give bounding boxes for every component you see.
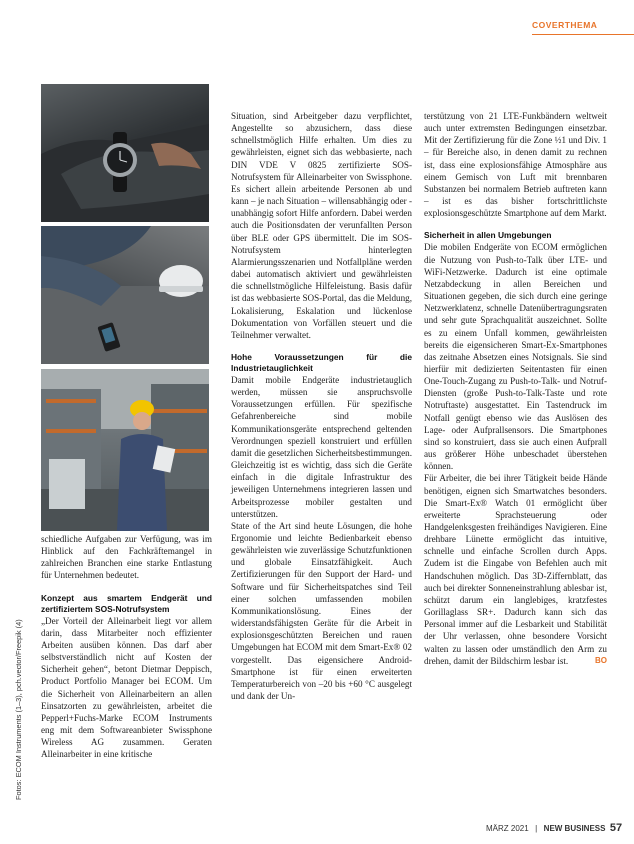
body-paragraph: schiedliche Aufgaben zur Verfügung, was im Hinblick auf den Fachkräftemangel in zahlreichen Branchen eine starke Entlastung für Unternehmen bedeutet. [41,534,212,581]
warehouse-worker-illustration [41,369,209,531]
page-footer [486,818,622,836]
smartwatch-photo [41,84,209,222]
page-number: 57 [609,822,623,834]
body-paragraph: „Der Vorteil der Alleinarbeit liegt vor allem darin, dass Mitarbeiter noch effizienter Arbeiten ausüben können. Das darf aber selbstverständlich nicht auf Kosten der Sicherheit gehen“, betont Dietmar Deppisch, Product Portfolio Manager bei ECOM. Um die Sicherheit von Alleinarbeitern an allen Einsatzorten zu gewährleisten, arbeitet die Pepperl+Fuchs-Marke ECOM Instruments eng mit dem Softwareanbieter Swissphone Wireless AG zusammen. Geraten Alleinarbeiter in eine kritische [41,615,212,760]
smartwatch-illustration [41,84,209,222]
fallen-worker-photo [41,226,209,364]
magazine-name: NEW BUSINESS [543,824,606,833]
footer-separator: | [535,824,538,833]
body-paragraph: terstützung von 21 LTE-Funkbändern weltweit auch unter extremsten Bedingungen einsetzbar. Mit der Zertifizierung für die Zone ½1 und Div. 1 – für Bereiche also, in denen damit zu rechnen ist, dass eine explosionsfähige Atmosphäre aus einem Gemisch von Luft mit brennbaren Substanzen bei normalem Betrieb auftreten kann – ist es das bisher fortschrittlichste explosionsgeschützte Smartphone auf dem Markt. [424,111,607,219]
section-rubric: COVERTHEMA [532,20,598,30]
body-paragraph: State of the Art sind heute Lösungen, die hohe Ergonomie und leichte Bedienbarkeit ebenso gewährleisten wie zuverlässige Schutzfunktionen und globale Einsatzfähigkeit. Auch Zertifizierungen für den Support der Hard- und Software und für Sicherheitspatches sind Teil einer solchen umfassenden mobilen Kommunikationslösung. Eines der widerstandsfähigsten Geräte für die Arbeit in explosionsgeschützten Bereichen und rauen Umgebungen hat ECOM mit dem Smart-Ex® 02 vorgestellt. Das eigensichere Android-Smartphone ist für einen erweiterten Temperaturbereich von –20 bis +60 °C ausgelegt und dank der Un- [231,520,412,702]
fallen-worker-illustration [41,226,209,364]
body-paragraph [424,472,607,667]
body-paragraph: Situation, sind Arbeitgeber dazu verpflichtet, Angestellte so abzusichern, dass diese schnellstmöglich Hilfe erhalten. Um dies zu gewährleisten, eignet sich das webbasierte, nach DIN VDE V 0825 zertifizierte SOS-Notrufsystem für Alleinarbeiter von Swissphone. Es sichert allein arbeitende Personen ab und kann – je nach Situation – willensabhängig oder -unabhängig sofort Hilfe anfordern. Dabei werden auch die Positionsdaten der verunfallten Person über BLE oder GPS übermittelt. Die im SOS-Notrufsystem hinterlegten Alarmierungsszenarien und Notfallpläne werden dabei automatisch aktiviert und gewährleisten die schnellstmögliche Hilfeleistung. Basis dafür ist das webbasierte SOS-Portal, das die Meldung, Lokalisierung, Eskalation und lückenlose Dokumentation von Vorfällen steuert und die Teilnehmer verwaltet. [231,111,412,340]
body-text: Für Arbeiter, die bei ihrer Tätigkeit beide Hände benötigen, eignen sich Smartwatches besonders. Die Smart-Ex® Watch 01 ermöglicht über erweiterte Sprachsteuerung oder Handgelenksgesten freihändiges Navigieren. Eine drehbare Lünette ermöglicht das intuitive, schnelle und einfache Scrollen durch Apps. Zudem ist die Eingabe von Befehlen auch mit Handschuhen möglich. Das 3D-Ziffernblatt, das auch bei direkter Sonneneinstrahlung ablesbar ist, schützt darum ein langlebiges, kratzfestes Gorillaglass SR+. Dadurch kann sich das Personal immer auf die Lesbarkeit und Stabilität der Uhr verlassen, ohne besondere Vorsicht walten zu lassen oder umständlich den Arm zu drehen, damit der Bildschirm lesbar ist. [424,473,607,666]
subheading: Sicherheit in allen Umgebungen [424,230,552,241]
body-paragraph: Die mobilen Endgeräte von ECOM ermöglichen die Nutzung von Push-to-Talk über LTE- und WiFi-Netzwerke. Dadurch ist eine optimale Netzabdeckung in allen Bereichen und Situationen gegeben, die sich durch eine geringe Netzwerklatenz, schnelle Datenübertragungsraten und sehr gute Sprachqualität auszeichnet. Sollte es zu einem Unfall kommen, gewährleisten bereits die eigensicheren Smart-Ex-Smartphones das zeitnahe Absetzen eines Notsignals. Sie sind hierfür mit dedizierten Seitentasten für einen One-Touch-Zugang zu Push-to-Talk- und Notruf-Diensten (große Push-to-Talk-Taste und rote Notruftaste) ausgestattet. Ein Tastendruck im Notfall genügt ebenso wie das Auslösen des Lage- oder Aufprallsensors. Die Smartphones sind so konstruiert, dass sie auch einen Aufprall aus größerer Höhe unbeschadet überstehen können. [424,242,607,472]
subheading: Konzept aus smartem Endgerät und zertifiziertem SOS-Notrufsystem [41,592,212,614]
body-paragraph: Damit mobile Endgeräte industrietauglich werden, müssen sie anspruchsvolle Voraussetzungen erfüllen. Für spezifische Gefahrenbereiche sind mobile Kommunikationsgeräte entsprechend geltenden Verordnungen speziell konstruiert und erfüllen damit die gesetzlichen Sicherheitsbestimmungen. Gleichzeitig ist es wichtig, dass sich die Geräte einfach in die digitale Infrastruktur des jeweiligen Unternehmens integrieren lassen und Arbeitsprozesse mobiler gestalten und unterstützen. [231,374,412,519]
article-column-1 [41,533,212,761]
photo-credit: Fotos: ECOM Instruments (1–3), pch.vector/Freepik (4) [14,619,23,800]
issue-date: MÄRZ 2021 [486,824,529,833]
author-signature: BO [595,655,607,665]
subheading: Hohe Voraussetzungen für die Industrietauglichkeit [231,351,412,373]
rubric-divider [532,34,634,35]
article-column-3 [424,110,607,667]
article-column-2 [231,110,412,702]
warehouse-worker-photo [41,369,209,531]
